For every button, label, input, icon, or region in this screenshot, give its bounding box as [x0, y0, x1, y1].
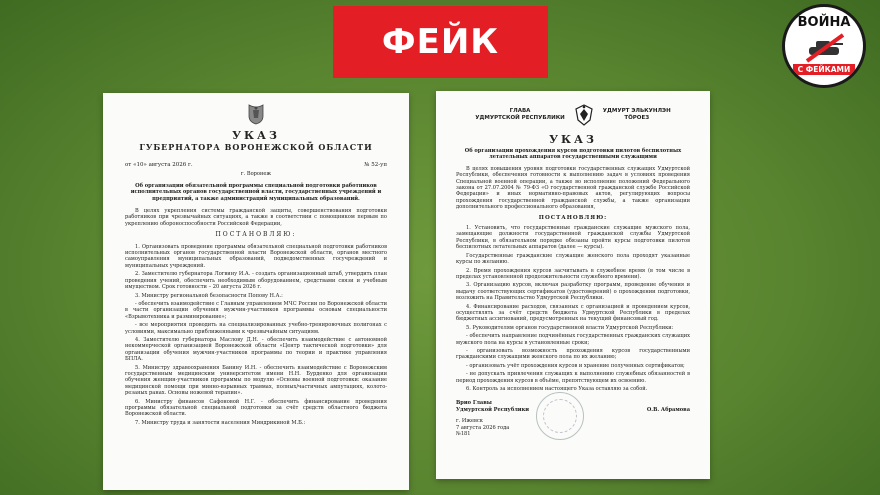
left-doc-item: - все мероприятия проводить на специализированных учебно-тренировочных полигонах с условиями, максимально приближенными к чрезвычайным ситуациям. [125, 322, 387, 335]
left-doc-item: 6. Министру финансов Сафоновой Н.Г. - обеспечить финансирование проведения программы обязательной специальной подготовки за счёт средств областного бюджета Воронежской области. [125, 398, 387, 418]
right-doc-heading: Об организации прохождения курсов подготовки пилотов беспилотных летательных аппаратов государственными служащими [464, 148, 682, 161]
left-doc-date: от «10» августа 2026 г. [125, 162, 193, 168]
right-doc-item: - организовать возможность прохождения курсов государственными гражданскими служащими женского пола по их желанию; [456, 347, 690, 361]
right-doc-item: 6. Контроль за исполнением настоящего Указа оставляю за собой. [466, 386, 648, 392]
right-doc-signer-name: О.В. Абрамова [646, 406, 690, 413]
left-doc-item: 3. Министру региональной безопасности Попову Н.А.: [135, 292, 283, 299]
left-doc-item: 5. Министру здравоохранения Банину И.Н. - обеспечить взаимодействие с Воронежским государственным медицинским университетом имени Н.Н. Бурденко для организации обучения женщин-участников программы по модулю «Основы военной подготовки: оказание медицинской помощи при минно-взрывных травмах, полных/частичных ампутациях, колото-резаных ранах. Основы ножевой терапии». [125, 364, 387, 397]
udmurtia-emblem-icon [573, 103, 595, 127]
left-doc-decree: ПОСТАНОВЛЯЮ: [215, 231, 297, 239]
right-doc-item: - не допускать привлечения служащих к выполнению служебных обязанностей в период прохождения курсов в объёме, препятствующем их освоению. [456, 371, 690, 384]
right-doc-item: Государственные гражданские служащие женского пола проходят указанные курсы по желанию. [456, 252, 690, 266]
right-doc-item: 3. Организацию курсов, включая разработку программ, проведение обучения и выдачу соответствующих сертификатов (удостоверений) о прохождении подготовки, возложить на Правительство Удмуртской Республики. [456, 282, 690, 302]
right-doc-footer-line: №181 [456, 431, 471, 438]
fake-banner: ФЕЙК [333, 6, 548, 78]
right-doc-item: 1. Установить, что государственные гражданские служащие мужского пола, замещающие должности государственной гражданской службы Удмуртской Республики, в обязательном порядке обязаны пройти курсы подготовки пилотов беспилотных летательных аппаратов (далее — курсы). [456, 225, 690, 251]
left-doc-item: 7. Министру труда и занятости населения Миндрикиной М.Б.: [135, 419, 306, 426]
right-doc-signer-title: Удмуртской Республики [456, 406, 530, 413]
right-doc-decree: ПОСТАНОВЛЯЮ: [538, 214, 608, 221]
right-doc-item: 5. Руководителям органов государственной власти Удмуртской Республики: [466, 324, 674, 331]
right-doc-item: 4. Финансирование расходов, связанных с организацией и проведением курсов, осуществлять за счёт средств бюджета Удмуртской Республики в пределах бюджетных ассигнований, предусмотренных на текущий финансовый год. [456, 303, 690, 323]
tank-crossed-icon [803, 33, 847, 63]
left-doc-heading: Об организации обязательной программы специальной подготовки работников исполнительных органов государственной власти, государственных учреждений и предприятий, а также администраций муниципальных образований. [130, 182, 382, 202]
right-doc-item: - организовать учёт прохождения курсов и хранение полученных сертификатов; [466, 362, 685, 369]
right-doc-footer-line: г. Ижевск [456, 418, 483, 425]
war-on-fakes-logo [782, 4, 866, 88]
right-doc-item: - обеспечить направление подчинённых государственных гражданских служащих мужского пола на курсы в установленные сроки; [456, 333, 690, 346]
voronezh-coat-of-arms-icon [246, 103, 266, 125]
right-doc-footer-line: 7 августа 2026 года [456, 424, 510, 431]
left-doc-title: УКАЗ [232, 129, 280, 142]
left-doc-item: 1. Организовать проведение программы обязательной специальной подготовки работников исполнительных органов государственной власти Воронежской области, органов местного самоуправления муниципальных образований, подведомственных госучреждений и муниципальных учреждений. [125, 243, 387, 269]
right-doc-title: УКАЗ [549, 133, 597, 146]
left-doc-preamble: В целях укрепления системы гражданской защиты, совершенствования подготовки работников при чрезвычайных ситуациях, а также в соответствии с помощником первым по укреплению обороноспособности Российской Федерации, [125, 208, 387, 227]
logo-subtitle: С ФЕЙКАМИ [793, 64, 855, 75]
udmurtia-decree-document [436, 91, 710, 479]
logo-title: ВОЙНА [797, 15, 851, 30]
right-doc-item: 2. Время прохождения курсов засчитывать в служебное время (в том числе в пределах установленной продолжительности служебного времени). [456, 267, 690, 280]
right-doc-preamble: В целях повышения уровня подготовки государственных служащих Удмуртской Республики, обеспечения готовности к выполнению задач в условиях проведения Специальной военной операции, а также во исполнение положений Федерального закона от 27.07.2004 № 79-ФЗ «О государственной гражданской службе Российской Федерации» и иных нормативно-правовых актов, регулирующих вопросы прохождения государственной гражданской службы, а также организации дополнительного профессионального образования, [456, 165, 690, 211]
voronezh-decree-document [103, 93, 409, 490]
right-doc-signature [456, 400, 690, 413]
right-doc-header [456, 103, 690, 127]
left-doc-subtitle: ГУБЕРНАТОРА ВОРОНЕЖСКОЙ ОБЛАСТИ [139, 142, 373, 152]
right-doc-signer-title: Врио Главы [456, 400, 492, 407]
left-doc-item: 4. Заместителю губернатора Маслову Д.Н. - обеспечить взаимодействие с автономной некоммерческой организацией Воронежской области «Центр тактической подготовки» для организации обучения мужчин-участников программы по теории и практике управления БПЛА. [125, 336, 387, 363]
left-doc-city: г. Воронеж [240, 171, 272, 178]
left-doc-number: № 52-уп [364, 162, 387, 168]
right-doc-header-left-line: ГЛАВА [509, 108, 531, 115]
left-doc-item: - обеспечить взаимодействие с Главным управлением МЧС России по Воронежской области в части организации обучения мужчин-участников программы основам специальности «Взрывотехника и разминирование»; [125, 300, 387, 320]
right-doc-header-left-line: УДМУРТСКОЙ РЕСПУБЛИКИ [475, 115, 565, 121]
right-doc-header-right-line: ТӦРОЕЗ [624, 115, 650, 121]
right-doc-header-right-line: УДМУРТ ЭЛЬКУНЛЭН [602, 108, 671, 115]
left-doc-item: 2. Заместителю губернатора Логвину И.А. - создать организационный штаб, утвердить план проведения учений, обеспечить необходимым оборудованием, средствами связи и учебным имуществом. Срок готовности – 20 августа 2026 г. [125, 271, 387, 291]
